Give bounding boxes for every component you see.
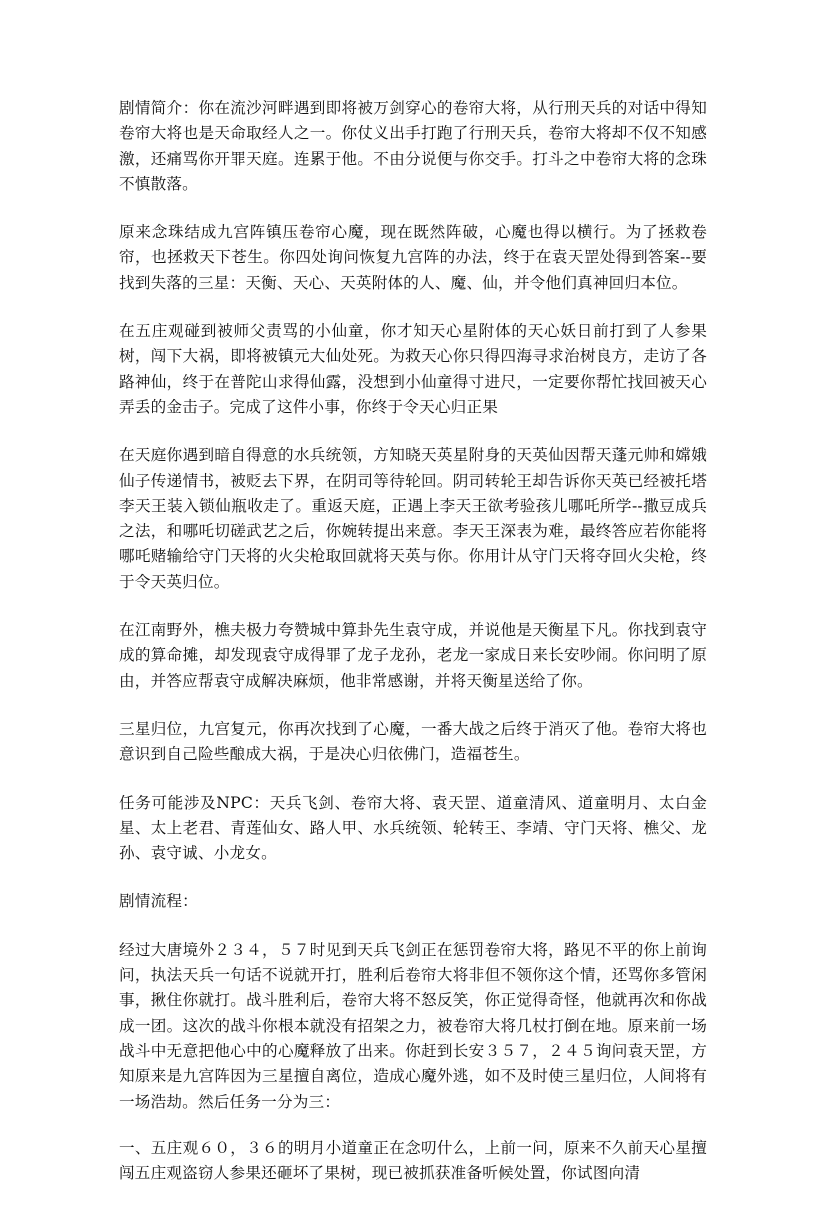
tianheng-paragraph: 在江南野外，樵夫极力夸赞城中算卦先生袁守成，并说他是天衡星下凡。你找到袁守成的算命摊，却发现袁守成得罪了龙子龙孙，老龙一家成日来长安吵闹。你问明了原由，并答应帮袁守成解决麻烦，他非常感谢，并将天衡星送给了你。 — [119, 621, 707, 690]
walkthrough-paragraph: 经过大唐境外２３４，５７时见到天兵飞剑正在惩罚卷帘大将，路见不平的你上前询问，执法天兵一句话不说就开打，胜利后卷帘大将非但不领你这个情，还骂你多管闲事，揪住你就打。战斗胜利后，卷帘大将不怒反笑，你正觉得奇怪，他就再次和你战成一团。这次的战斗你根本就没有招架之力，被卷帘大将几杖打倒在地。原来前一场战斗中无意把他心中的心魔释放了出来。你赶到长安３５７，２４５询问袁天罡，方知原来是九宫阵因为三星擅自离位，造成心魔外逃，如不及时使三星归位，人间将有一场浩劫。然后任务一分为三： — [119, 940, 707, 1111]
npc-list-paragraph: 任务可能涉及NPC：天兵飞剑、卷帘大将、袁天罡、道童清风、道童明月、太白金星、太上老君、青莲仙女、路人甲、水兵统领、轮转王、李靖、守门天将、樵父、龙孙、袁守诚、小龙女。 — [119, 793, 707, 863]
walkthrough-heading: 剧情流程： — [119, 892, 198, 911]
synopsis-paragraph: 剧情简介：你在流沙河畔遇到即将被万剑穿心的卷帘大将，从行刑天兵的对话中得知卷帘大将也是天命取经人之一。你仗义出手打跑了行刑天兵，卷帘大将却不仅不知感激，还痛骂你开罪天庭。连累于他。不由分说便与你交手。打斗之中卷帘大将的念珠不慎散落。 — [119, 99, 707, 193]
walkthrough-step-one: 一、五庄观６０，３６的明月小道童正在念叨什么，上前一问，原来不久前天心星擅闯五庄观盗窃人参果还砸坏了果树，现已被抓获准备听候处置，你试图向清 — [119, 1138, 707, 1183]
tianxin-paragraph: 在五庄观碰到被师父责骂的小仙童，你才知天心星附体的天心妖日前打到了人参果树，闯下大祸，即将被镇元大仙处死。为救天心你只得四海寻求治树良方，走访了各路神仙，终于在普陀山求得仙露，没想到小仙童得寸进尺，一定要你帮忙找回被天心弄丢的金击子。完成了这件小事，你终于令天心归正果 — [119, 322, 707, 416]
document-page — [119, 96, 707, 1209]
ending-paragraph: 三星归位，九宫复元，你再次找到了心魔，一番大战之后终于消灭了他。卷帘大将也意识到自己险些酿成大祸，于是决心归依佛门，造福苍生。 — [119, 719, 707, 764]
nine-palace-paragraph: 原来念珠结成九宫阵镇压卷帘心魔，现在既然阵破，心魔也得以横行。为了拯救卷帘，也拯救天下苍生。你四处询问恢复九宫阵的办法，终于在袁天罡处得到答案--要找到失落的三星：天衡、天心、天英附体的人、魔、仙，并令他们真神回归本位。 — [119, 223, 707, 292]
tianying-paragraph: 在天庭你遇到暗自得意的水兵统领，方知晓天英星附身的天英仙因帮天蓬元帅和嫦娥仙子传递情书，被贬去下界，在阴司等待轮回。阴司转轮王却告诉你天英已经被托塔李天王装入锁仙瓶收走了。重返天庭，正遇上李天王欲考验孩儿哪吒所学--撒豆成兵之法，和哪吒切磋武艺之后，你婉转提出来意。李天王深表为难，最终答应若你能将哪吒赌输给守门天将的火尖枪取回就将天英与你。你用计从守门天将夺回火尖枪，终于令天英归位。 — [119, 446, 707, 591]
